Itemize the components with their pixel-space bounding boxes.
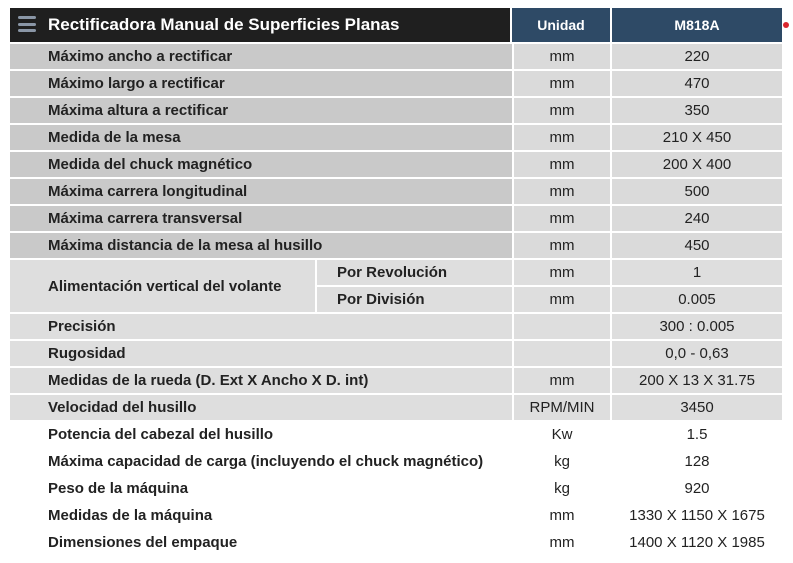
row-value: 220 <box>612 44 782 69</box>
row-unit: mm <box>512 44 612 69</box>
row-unit: mm <box>512 368 612 393</box>
row-label: Potencia del cabezal del husillo <box>10 422 512 447</box>
table-header <box>10 8 782 42</box>
row-label: Máxima altura a rectificar <box>10 98 512 123</box>
row-unit: mm <box>512 260 612 285</box>
row-label: Peso de la máquina <box>10 476 512 501</box>
row-unit: Kw <box>512 422 612 447</box>
row-value: 470 <box>612 71 782 96</box>
model-column-header: M818A <box>612 8 782 42</box>
red-dot-icon <box>783 22 789 28</box>
table-row <box>10 98 782 123</box>
row-label: Máxima carrera transversal <box>10 206 512 231</box>
table-row <box>10 125 782 150</box>
row-value: 500 <box>612 179 782 204</box>
row-value: 450 <box>612 233 782 258</box>
row-value: 0.005 <box>612 287 782 312</box>
table-row <box>10 530 782 555</box>
table-row <box>10 422 782 447</box>
row-label: Medida de la mesa <box>10 125 512 150</box>
feed-sub-label: Por División <box>315 287 512 312</box>
table-row <box>10 44 782 69</box>
row-unit: kg <box>512 449 612 474</box>
row-label: Máximo largo a rectificar <box>10 71 512 96</box>
row-unit: mm <box>512 233 612 258</box>
row-unit: mm <box>512 503 612 528</box>
row-value: 1.5 <box>612 422 782 447</box>
row-value: 3450 <box>612 395 782 420</box>
row-unit: mm <box>512 206 612 231</box>
row-unit: mm <box>512 98 612 123</box>
row-value: 240 <box>612 206 782 231</box>
row-unit <box>512 314 612 339</box>
table-row <box>10 260 782 285</box>
row-unit: RPM/MIN <box>512 395 612 420</box>
row-unit: mm <box>512 530 612 555</box>
feed-label: Alimentación vertical del volante <box>10 260 315 312</box>
row-value: 1400 X 1120 X 1985 <box>612 530 782 555</box>
row-unit: kg <box>512 476 612 501</box>
menu-icon[interactable] <box>18 16 36 32</box>
unit-column-header: Unidad <box>512 8 612 42</box>
row-value: 1330 X 1150 X 1675 <box>612 503 782 528</box>
row-value: 0,0 - 0,63 <box>612 341 782 366</box>
table-row <box>10 503 782 528</box>
row-unit: mm <box>512 287 612 312</box>
table-row <box>10 341 782 366</box>
table-row <box>10 233 782 258</box>
row-label: Precisión <box>10 314 512 339</box>
table-title-cell <box>10 8 512 42</box>
row-label: Medidas de la máquina <box>10 503 512 528</box>
row-unit: mm <box>512 152 612 177</box>
row-value: 200 X 400 <box>612 152 782 177</box>
row-unit: mm <box>512 125 612 150</box>
row-label: Máxima distancia de la mesa al husillo <box>10 233 512 258</box>
row-label: Máximo ancho a rectificar <box>10 44 512 69</box>
row-unit: mm <box>512 179 612 204</box>
feed-sub-label: Por Revolución <box>315 260 512 285</box>
table-title: Rectificadora Manual de Superficies Planas <box>48 15 400 34</box>
row-unit: mm <box>512 71 612 96</box>
row-label: Medida del chuck magnético <box>10 152 512 177</box>
table-row <box>10 71 782 96</box>
table-row <box>10 368 782 393</box>
table-row <box>10 449 782 474</box>
row-value: 210 X 450 <box>612 125 782 150</box>
row-unit <box>512 341 612 366</box>
row-label: Medidas de la rueda (D. Ext X Ancho X D. int) <box>10 368 512 393</box>
row-value: 128 <box>612 449 782 474</box>
table-row <box>10 179 782 204</box>
row-value: 1 <box>612 260 782 285</box>
row-label: Máxima capacidad de carga (incluyendo el chuck magnético) <box>10 449 512 474</box>
row-label: Máxima carrera longitudinal <box>10 179 512 204</box>
spec-table <box>10 6 782 557</box>
table-row <box>10 206 782 231</box>
table-row <box>10 476 782 501</box>
row-value: 920 <box>612 476 782 501</box>
table-row <box>10 152 782 177</box>
row-label: Dimensiones del empaque <box>10 530 512 555</box>
row-value: 300 : 0.005 <box>612 314 782 339</box>
row-value: 200 X 13 X 31.75 <box>612 368 782 393</box>
row-label: Velocidad del husillo <box>10 395 512 420</box>
table-row <box>10 395 782 420</box>
row-value: 350 <box>612 98 782 123</box>
row-label: Rugosidad <box>10 341 512 366</box>
table-row <box>10 314 782 339</box>
